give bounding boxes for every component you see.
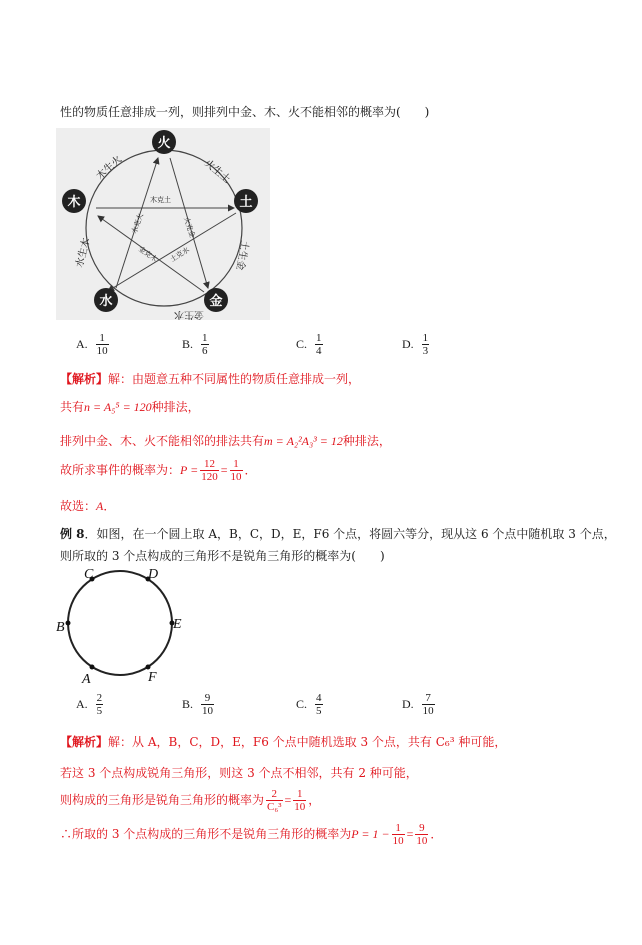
q7-option-a [76, 332, 111, 357]
q7-option-d-fraction [422, 332, 430, 357]
solution-text: 排列中金、木、火不能相邻的排法共有 [60, 434, 265, 448]
arc-label-water-wood: 水生木 [74, 236, 93, 269]
fraction [415, 822, 428, 847]
q7-option-c [296, 332, 325, 357]
star-label-earth-water: 土克水 [168, 245, 191, 264]
fraction-numerator: 9 [415, 822, 428, 835]
q8-solution-line2: 若这 3 个点构成锐角三角形，则这 3 个点不相邻，共有 2 种可能， [60, 766, 418, 780]
q7-stem: 性的物质任意排成一列，则排列中金、木、火不能相邻的概率为( ) [60, 105, 430, 119]
node-earth-label: 土 [239, 195, 253, 210]
point-label-C: C [84, 568, 94, 582]
point-label-B: B [56, 620, 65, 635]
fraction-denominator: 5 [96, 705, 103, 717]
fraction-denominator: 10 [230, 471, 242, 483]
q8-option-a [76, 692, 105, 717]
fraction [266, 788, 282, 813]
arc-label-earth-metal: 土生金 [233, 239, 250, 271]
q8-option-b [182, 692, 216, 717]
arc-label-wood-fire: 木生火 [94, 153, 125, 183]
q7-solution-line5 [60, 497, 115, 514]
fraction-denominator: 4 [316, 345, 322, 357]
diagram-background [56, 128, 270, 320]
fraction-denominator: 10 [392, 835, 404, 847]
solution-formula: P = 1 − [351, 827, 390, 841]
node-water-label: 水 [99, 294, 113, 309]
solution-tag: 【解析】 [60, 735, 109, 749]
q7-solution-line3 [60, 432, 391, 449]
fraction [200, 458, 219, 483]
node-fire-label: 火 [157, 136, 171, 151]
solution-text: 解：从 A，B，C，D，E，F6 个点中随机选取 3 个点，共有 C₆³ 种可能， [108, 735, 507, 749]
q7-option-d-label: D. [402, 337, 414, 351]
q8-option-a-fraction [96, 692, 104, 717]
q8-option-b-fraction [201, 692, 214, 717]
solution-formula: P = [180, 463, 199, 477]
q7-option-b-label: B. [182, 337, 194, 351]
fraction-numerator: 9 [201, 692, 214, 705]
solution-tag: 【解析】 [60, 372, 109, 386]
solution-text: 故所求事件的概率为： [60, 463, 181, 477]
fraction-denominator: 5 [316, 705, 322, 717]
arc-label-metal-water: 金生水 [174, 309, 204, 320]
star-label-metal-wood: 金克木 [136, 245, 159, 264]
solution-text: ． [103, 499, 116, 513]
point-label-D: D [148, 568, 159, 582]
point-B [66, 621, 71, 626]
fraction-denominator: 10 [96, 345, 108, 357]
q8-option-a-label: A. [76, 697, 88, 711]
fraction-numerator: 1 [422, 332, 429, 344]
solution-text: 种排法， [151, 400, 200, 414]
q8-option-c [296, 692, 325, 717]
fraction-numerator: 1 [392, 822, 405, 835]
fraction-numerator: 1 [202, 332, 208, 344]
star-label-wood-earth: 木克土 [150, 196, 171, 204]
star-label-water-fire: 水克火 [130, 212, 146, 235]
equals-sign: = [284, 793, 292, 807]
solution-text: ∴所取的 3 个点构成的三角形不是锐角三角形的概率为 [60, 827, 352, 841]
point-label-F: F [148, 670, 157, 684]
equals-sign: = [406, 827, 414, 841]
fraction-denominator: 10 [422, 705, 434, 717]
circle [68, 571, 172, 675]
fraction [392, 822, 405, 847]
fraction [230, 458, 243, 483]
fraction-numerator: 7 [422, 692, 435, 705]
fraction-denominator: 10 [294, 801, 306, 813]
q7-option-b-fraction [201, 332, 209, 357]
solution-text: ． [244, 463, 257, 477]
solution-formula: n = A₅⁵ = 120 [84, 400, 152, 414]
fraction-denominator: 6 [202, 345, 208, 357]
solution-text: 种排法， [342, 434, 391, 448]
q8-option-d-fraction [422, 692, 435, 717]
node-wood-label: 木 [67, 195, 81, 210]
q7-option-c-label: C. [296, 337, 308, 351]
q7-option-d [402, 332, 431, 357]
solution-text: 则构成的三角形是锐角三角形的概率为 [60, 793, 265, 807]
node-metal-label: 金 [209, 294, 223, 309]
answer-letter: A [96, 499, 104, 513]
q8-option-b-label: B. [182, 697, 194, 711]
q7-option-b [182, 332, 211, 357]
point-label-E: E [173, 617, 182, 632]
q7-option-a-fraction [96, 332, 109, 357]
fraction-numerator: 1 [230, 458, 243, 471]
example-label: 例 8 [60, 527, 85, 541]
fraction-denominator: 10 [202, 705, 214, 717]
q7-solution-line1 [60, 370, 360, 387]
fraction [293, 788, 306, 813]
fraction-numerator: 2 [266, 788, 282, 801]
q7-solution-line4 [60, 458, 257, 483]
solution-text: 共有 [60, 400, 85, 414]
fraction-numerator: 1 [316, 332, 322, 344]
q8-stem-line1 [60, 525, 616, 542]
fraction-denominator: 10 [416, 835, 428, 847]
fraction-denominator: C₆³ [267, 801, 282, 813]
solution-text: 故选： [60, 499, 97, 513]
arc-label-fire-earth: 火生土 [202, 157, 233, 186]
equals-sign: = [220, 463, 228, 477]
solution-text: ． [430, 827, 443, 841]
q8-option-c-label: C. [296, 697, 308, 711]
q7-option-c-fraction [315, 332, 323, 357]
fraction-denominator: 120 [201, 471, 218, 483]
q8-solution-line1 [60, 733, 506, 750]
q8-solution-line3 [60, 788, 320, 813]
q8-option-c-fraction [315, 692, 323, 717]
solution-formula: m = A₂²A₃³ = 12 [264, 434, 343, 448]
point-F [146, 665, 151, 670]
stem-text: ．如图，在一个圆上取 A，B，C，D，E，F6 个点，将圆六等分，现从这 6 个点中随机取 3 个点， [84, 527, 616, 541]
q8-option-d-label: D. [402, 697, 414, 711]
fraction-denominator: 3 [422, 345, 429, 357]
point-A [90, 665, 95, 670]
solution-text: ， [308, 793, 321, 807]
fraction-numerator: 1 [96, 332, 109, 345]
star-label-fire-metal: 火克金 [182, 216, 197, 239]
point-label-A: A [82, 672, 91, 684]
six-points-circle-diagram [56, 568, 186, 684]
q8-stem-line2: 则所取的 3 个点构成的三角形不是锐角三角形的概率为( ) [60, 549, 385, 563]
fraction-numerator: 2 [96, 692, 103, 704]
q7-solution-line2 [60, 398, 200, 415]
fraction-numerator: 12 [200, 458, 219, 471]
fraction-numerator: 1 [293, 788, 306, 801]
q7-option-a-label: A. [76, 337, 88, 351]
q8-solution-line4 [60, 822, 442, 847]
solution-text: 解：由题意五种不同属性的物质任意排成一列， [108, 372, 361, 386]
fraction-numerator: 4 [316, 692, 322, 704]
q8-option-d [402, 692, 437, 717]
five-elements-diagram [56, 128, 270, 320]
